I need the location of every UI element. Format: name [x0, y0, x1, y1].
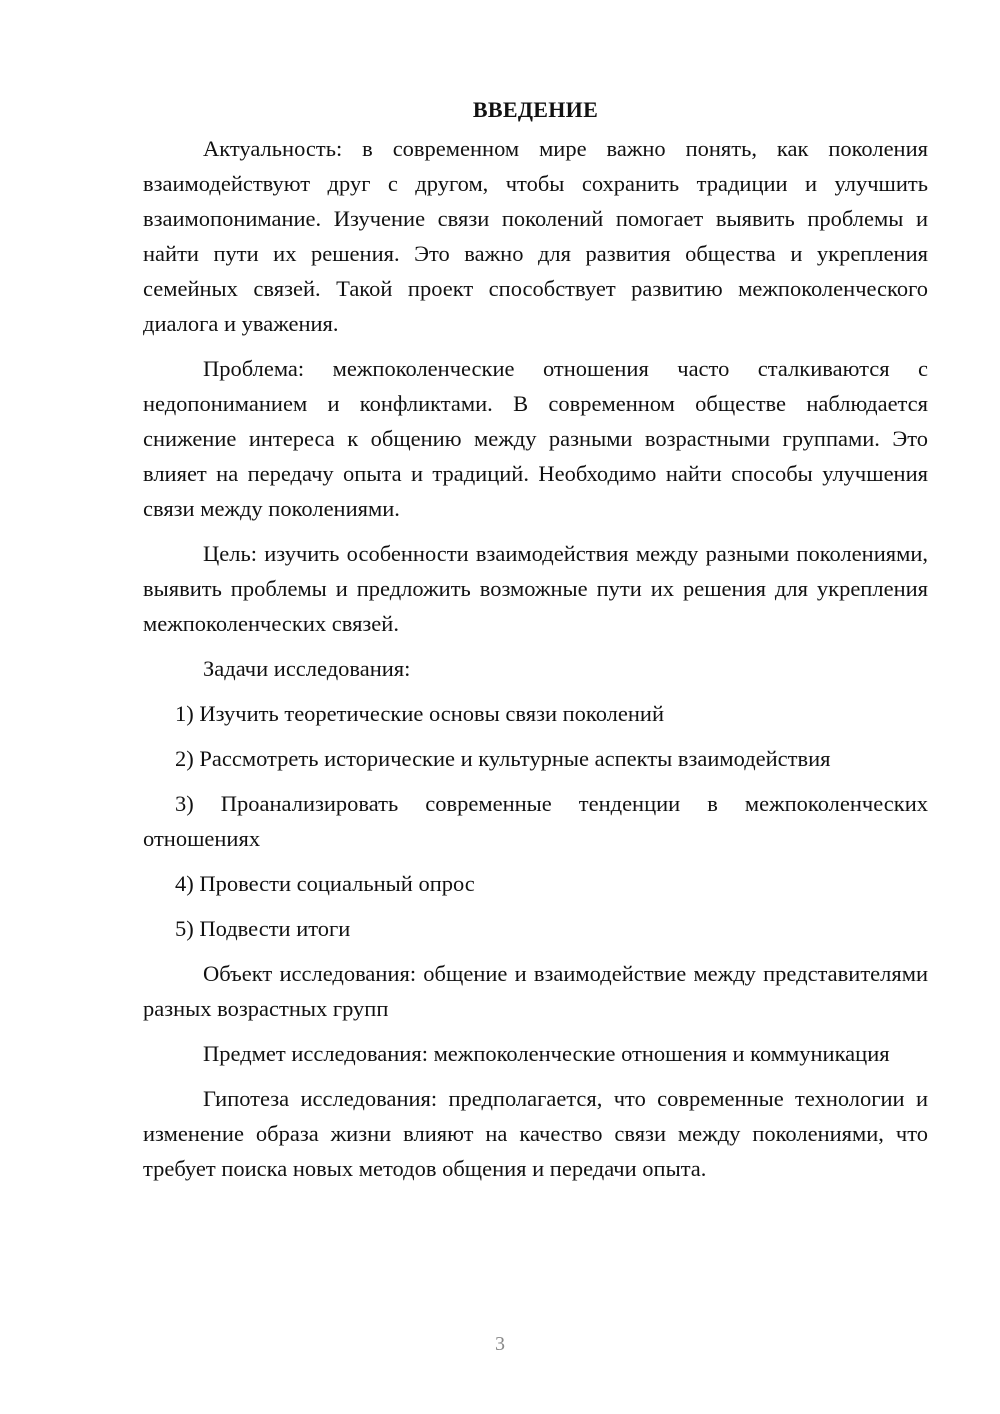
hypothesis-paragraph: Гипотеза исследования: предполагается, что современные технологии и изменение образа жизни влияют на качество связи между поколениями, что требует поиска новых методов общения и передачи опыта. — [143, 1086, 928, 1181]
task-item-4: 4) Провести социальный опрос — [175, 871, 475, 896]
task-item-3: 3) Проанализировать современные тенденции в межпоколенческих отношениях — [143, 791, 928, 851]
relevance-paragraph: Актуальность: в современном мире важно понять, как поколения взаимодействуют друг с другом, чтобы сохранить традиции и улучшить взаимопонимание. Изучение связи поколений помогает выявить проблемы и найти пути их решения. Это важно для развития общества и укрепления семейных связей. Такой проект способствует развитию межпоколенческого диалога и уважения. — [143, 136, 928, 336]
page-title: ВВЕДЕНИЕ — [472, 97, 599, 122]
goal-paragraph: Цель: изучить особенности взаимодействия между разными поколениями, выявить проблемы и предложить возможные пути их решения для укрепления межпоколенческих связей. — [143, 541, 928, 636]
page-number: 3 — [495, 1333, 505, 1355]
task-item-5: 5) Подвести итоги — [175, 916, 351, 941]
research-subject-paragraph: Предмет исследования: межпоколенческие отношения и коммуникация — [203, 1041, 890, 1066]
tasks-heading: Задачи исследования: — [203, 656, 411, 681]
task-item-2: 2) Рассмотреть исторические и культурные аспекты взаимодействия — [175, 746, 831, 771]
problem-paragraph: Проблема: межпоколенческие отношения часто сталкиваются с недопониманием и конфликтами. В современном обществе наблюдается снижение интереса к общению между разными возрастными группами. Это влияет на передачу опыта и традиций. Необходимо найти способы улучшения связи между поколениями. — [143, 356, 928, 521]
task-item-1: 1) Изучить теоретические основы связи поколений — [175, 701, 665, 726]
document-page — [143, 92, 928, 1196]
research-object-paragraph: Объект исследования: общение и взаимодействие между представителями разных возрастных групп — [143, 961, 928, 1021]
